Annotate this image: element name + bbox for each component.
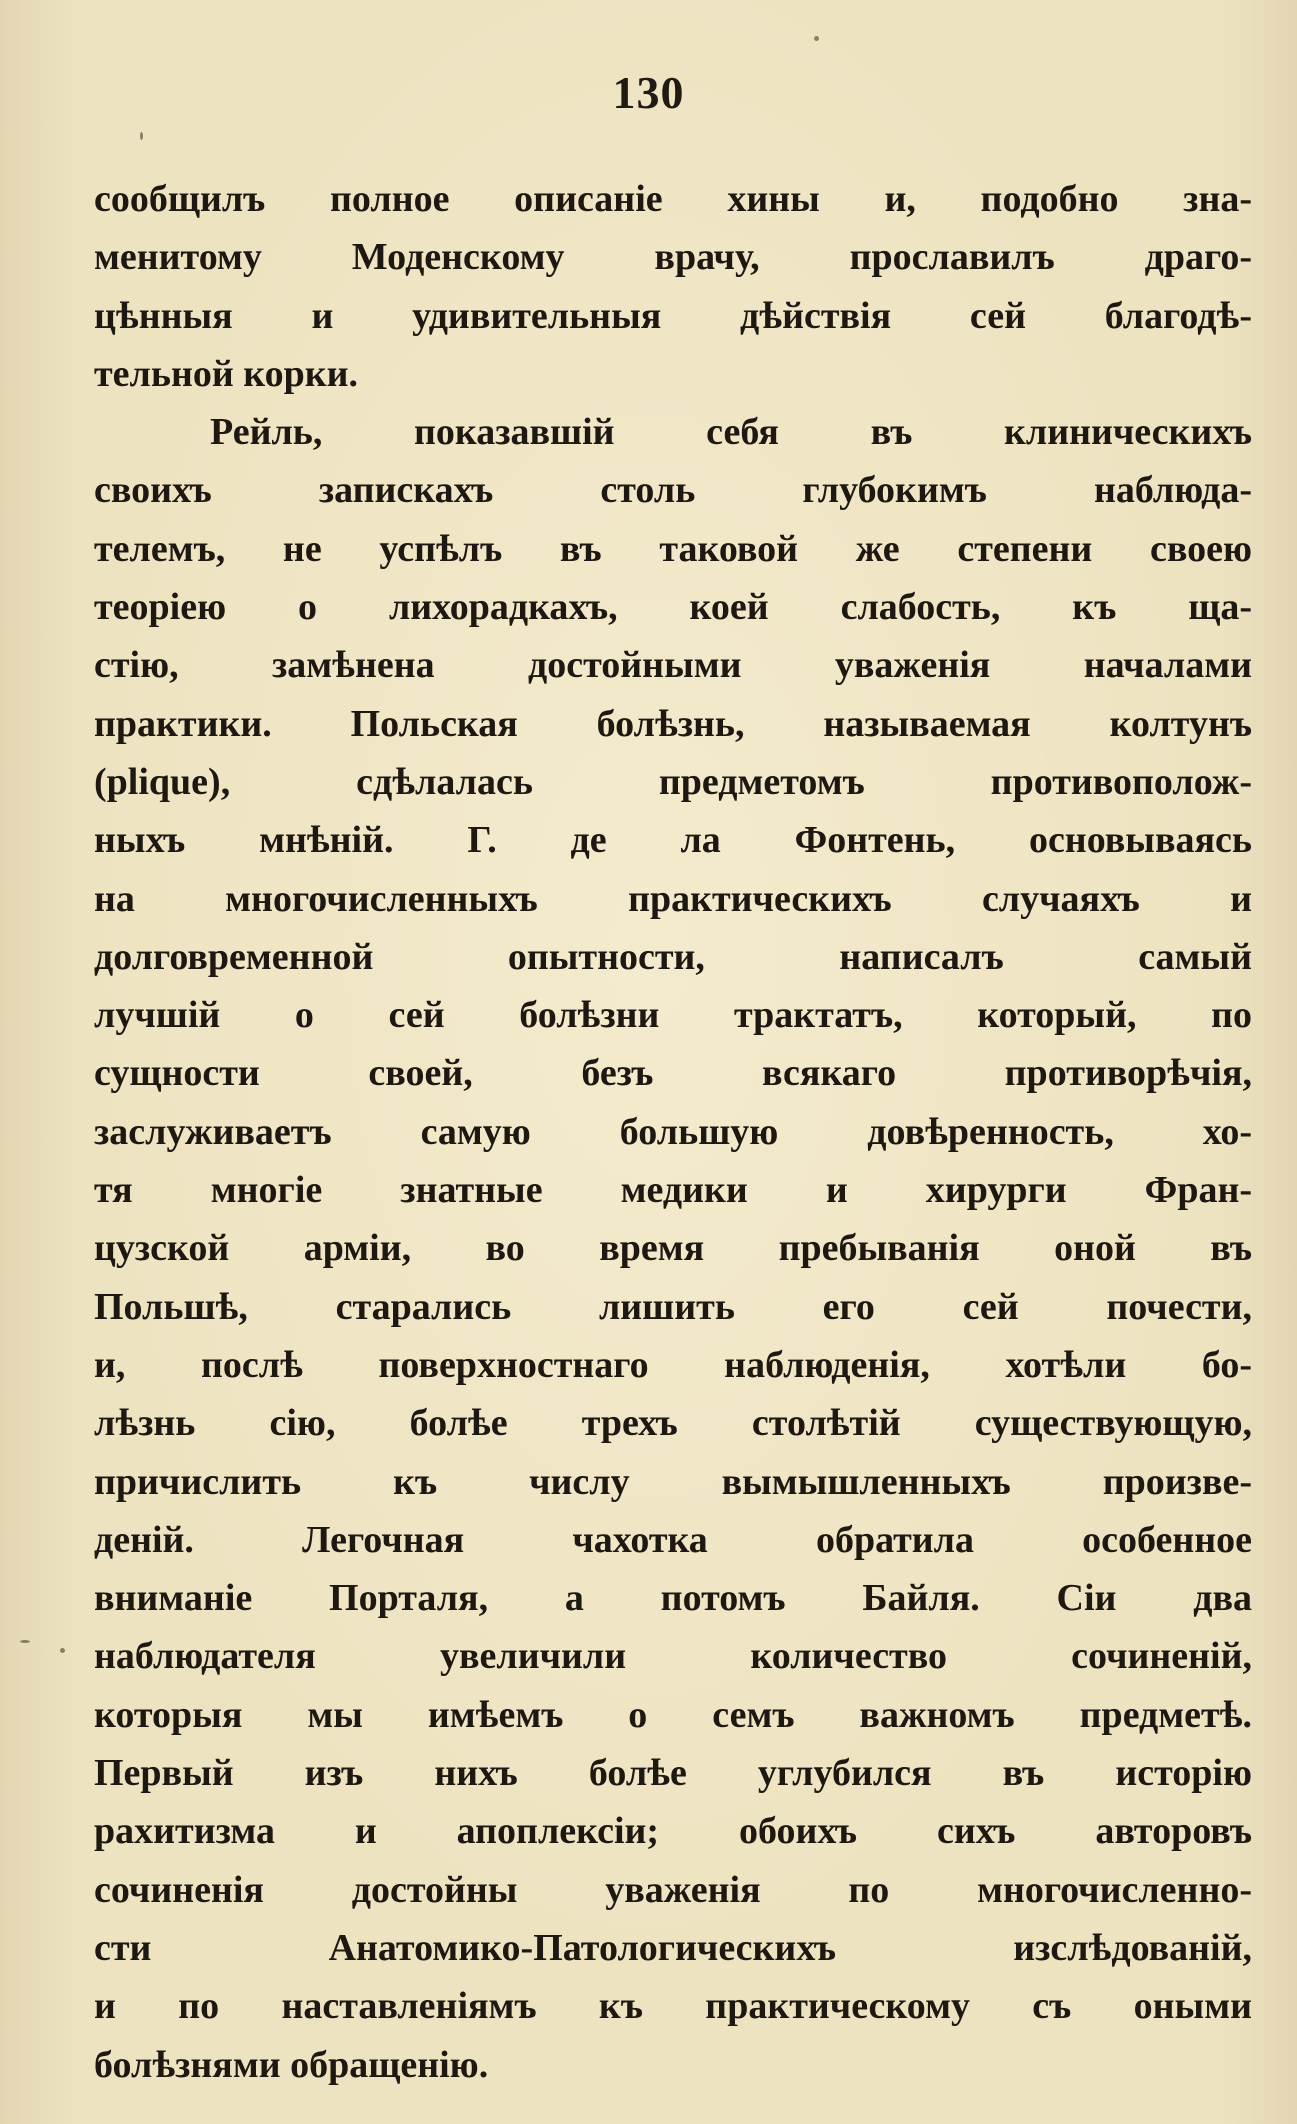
paragraph-start-line: Рейль, показавшій себя въ клиническихъ <box>210 411 1252 454</box>
paper-speck <box>20 1640 30 1643</box>
text-line: сущности своей, безъ всякаго противорѣчія, <box>94 1052 1252 1095</box>
text-line: Первый изъ нихъ болѣе углубился въ исторію <box>94 1752 1252 1795</box>
paper-speck <box>60 1648 65 1653</box>
text-line: сти Анатомико-Патологическихъ изслѣдованій, <box>94 1926 1252 1969</box>
text-line: лучшій о сей болѣзни трактатъ, который, по <box>94 994 1252 1037</box>
text-line: стію, замѣнена достойными уваженія началами <box>94 644 1252 687</box>
text-line: болѣзнями обращенію. <box>94 2043 489 2086</box>
paper-speck <box>140 132 143 140</box>
text-line: причислить къ числу вымышленныхъ произве- <box>94 1460 1252 1503</box>
page-number: 130 <box>612 67 685 118</box>
text-line: деній. Легочная чахотка обратила особенное <box>94 1518 1252 1561</box>
text-line: цузской арміи, во время пребыванія оной въ <box>94 1227 1252 1270</box>
text-line: практики. Польская болѣзнь, называемая колтунъ <box>94 702 1252 745</box>
text-line: теоріею о лихорадкахъ, коей слабость, къ ща- <box>94 586 1252 629</box>
text-line: телемъ, не успѣлъ въ таковой же степени своею <box>94 527 1252 570</box>
text-line: заслуживаетъ самую большую довѣренность, хо- <box>94 1110 1252 1153</box>
text-line: вниманіе Порталя, а потомъ Байля. Сіи два <box>94 1577 1252 1620</box>
text-line: на многочисленныхъ практическихъ случаяхъ и <box>94 877 1252 920</box>
text-line: лѣзнь сію, болѣе трехъ столѣтій существующую, <box>94 1402 1252 1445</box>
text-line: которыя мы имѣемъ о семъ важномъ предметѣ. <box>94 1693 1252 1736</box>
text-line: тельной корки. <box>94 352 359 395</box>
body-text <box>94 170 1252 2094</box>
text-line: сообщилъ полное описаніе хины и, подобно зна- <box>94 178 1252 220</box>
paper-speck <box>814 36 819 41</box>
text-line: своихъ запискахъ столь глубокимъ наблюда- <box>94 469 1252 512</box>
text-line: долговременной опытности, написалъ самый <box>94 935 1252 978</box>
text-line: ныхъ мнѣній. Г. де ла Фонтень, основываясь <box>94 819 1252 862</box>
text-line: сочиненія достойны уваженія по многочисленно- <box>94 1868 1252 1911</box>
text-line: и по наставленіямъ къ практическому съ оными <box>94 1985 1252 2028</box>
text-line: рахитизма и апоплексіи; обоихъ сихъ авторовъ <box>94 1810 1252 1853</box>
text-line: тя многіе знатные медики и хирурги Фран- <box>94 1169 1252 1212</box>
text-line: (plique), сдѣлалась предметомъ противополож- <box>94 760 1252 803</box>
text-line: и, послѣ поверхностнаго наблюденія, хотѣли бо- <box>94 1343 1252 1386</box>
text-line: цѣнныя и удивительныя дѣйствія сей благодѣ- <box>94 294 1252 337</box>
text-line: менитому Моденскому врачу, прославилъ драго- <box>94 236 1252 279</box>
text-line: наблюдателя увеличили количество сочиненій, <box>94 1635 1252 1678</box>
text-line: Польшѣ, старались лишить его сей почести, <box>94 1285 1252 1328</box>
